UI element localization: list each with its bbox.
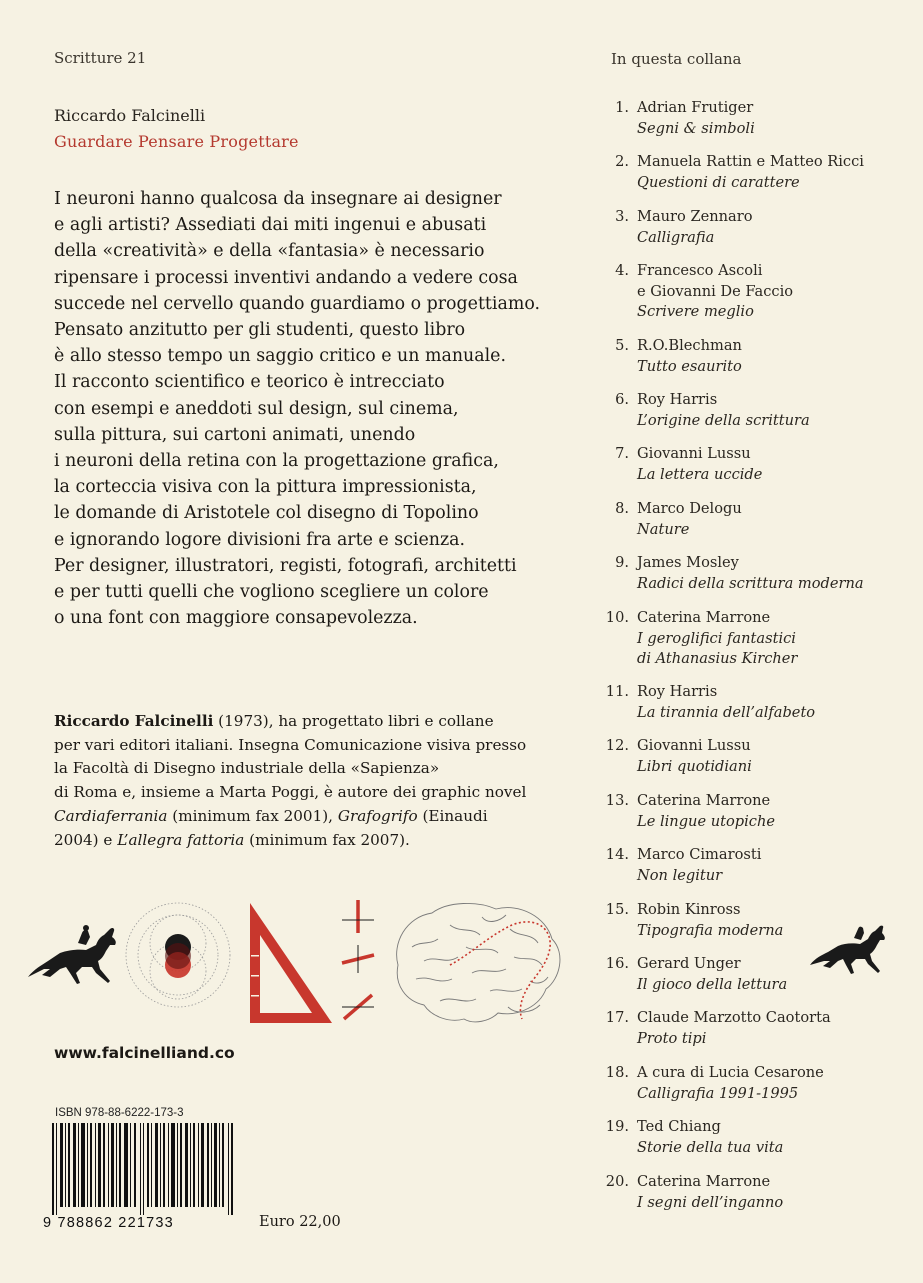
- horse-icon: [28, 925, 116, 984]
- item-title: Storie della tua vita: [637, 1138, 784, 1156]
- website-link[interactable]: www.falcinelliand.co: [54, 1044, 235, 1062]
- item-author: e Giovanni De Faccio: [637, 282, 794, 300]
- item-author: Roy Harris: [637, 391, 718, 408]
- item-title: Questioni di carattere: [637, 173, 800, 191]
- item-author: Marco Delogu: [637, 500, 742, 517]
- item-title: Tutto esaurito: [637, 357, 742, 375]
- item-author: Gerard Unger: [637, 955, 741, 972]
- item-author: James Mosley: [637, 554, 739, 571]
- bio-work-title: L’allegra fattoria: [117, 830, 245, 849]
- bio-line: la Facoltà di Disegno industriale della «Sapienza»: [54, 759, 440, 778]
- blurb-line: le domande di Aristotele col disegno di Topolino: [54, 503, 479, 524]
- item-title: Le lingue utopiche: [637, 812, 775, 830]
- blurb-line: la corteccia visiva con la pittura impressionista,: [54, 477, 477, 498]
- blurb-line: i neuroni della retina con la progettazione grafica,: [54, 451, 499, 472]
- cross-marks: [342, 900, 374, 1019]
- blurb-line: o una font con maggiore consapevolezza.: [54, 608, 418, 629]
- bio-line: Riccardo Falcinelli (1973), ha progettato libri e collane: [54, 712, 494, 730]
- item-title: Nature: [637, 520, 690, 538]
- item-author: Caterina Marrone: [637, 792, 771, 809]
- item-author: R.O.Blechman: [637, 337, 742, 354]
- bio-work-title: Cardiaferrania: [54, 806, 168, 825]
- item-title: Segni & simboli: [637, 119, 755, 137]
- bio-line: 2004) e L’allegra fattoria (minimum fax 2007).: [54, 830, 410, 849]
- item-title: I segni dell’inganno: [637, 1193, 784, 1211]
- blurb-text: [54, 186, 554, 631]
- isbn-label: ISBN 978-88-6222-173-3: [55, 1107, 184, 1119]
- item-title: I geroglifici fantastici: [637, 629, 796, 647]
- item-title: di Athanasius Kircher: [637, 650, 798, 667]
- book-title: Guardare Pensare Progettare: [54, 132, 299, 151]
- blurb-line: I neuroni hanno qualcosa da insegnare ai designer: [54, 189, 502, 209]
- item-title: Radici della scrittura moderna: [637, 574, 864, 592]
- item-title: Proto tipi: [637, 1029, 707, 1047]
- series-label: Scritture 21: [54, 49, 147, 67]
- item-title: Non legitur: [637, 866, 723, 884]
- item-author: Manuela Rattin e Matteo Ricci: [637, 153, 864, 170]
- item-author: Marco Cimarosti: [637, 846, 762, 863]
- bio-line: di Roma e, insieme a Marta Poggi, è autore dei graphic novel: [54, 783, 527, 802]
- blurb-line: e agli artisti? Assediati dai miti ingenui e abusati: [54, 215, 487, 236]
- bio-author-name: Riccardo Falcinelli: [54, 712, 214, 730]
- item-author: Adrian Frutiger: [637, 99, 754, 116]
- collection-heading: In questa collana: [611, 50, 742, 68]
- item-author: Robin Kinross: [637, 901, 741, 918]
- item-author: Claude Marzotto Caotorta: [637, 1009, 831, 1026]
- item-author: Caterina Marrone: [637, 1173, 771, 1190]
- item-title: L’origine della scrittura: [637, 411, 810, 429]
- item-title: La lettera uccide: [637, 465, 763, 483]
- item-title: Tipografia moderna: [637, 921, 784, 939]
- brain-icon: [397, 903, 560, 1021]
- blurb-line: della «creatività» e della «fantasia» è necessario: [54, 241, 485, 262]
- item-author: A cura di Lucia Cesarone: [637, 1064, 824, 1081]
- horse-icon: [808, 925, 890, 987]
- item-title: La tirannia dell’alfabeto: [637, 703, 816, 721]
- blurb-line: Per designer, illustratori, registi, fotografi, architetti: [54, 555, 517, 576]
- item-author: Mauro Zennaro: [637, 208, 753, 225]
- bio-line: per vari editori italiani. Insegna Comunicazione visiva presso: [54, 735, 527, 754]
- item-title: Calligrafia: [637, 228, 715, 246]
- item-author: Caterina Marrone: [637, 609, 771, 626]
- item-title: Libri quotidiani: [637, 757, 752, 775]
- blurb-line: sulla pittura, sui cartoni animati, unendo: [54, 424, 416, 445]
- bio-work-title: Grafogrifo: [337, 806, 418, 825]
- item-title: Calligrafia 1991-1995: [637, 1084, 799, 1102]
- item-title: Scrivere meglio: [637, 303, 754, 320]
- blurb-line: succede nel cervello quando guardiamo o progettiamo.: [54, 293, 541, 314]
- item-author: Giovanni Lussu: [637, 737, 751, 754]
- author-bio: [54, 710, 574, 852]
- bio-line: Cardiaferrania (minimum fax 2001), Grafogrifo (Einaudi: [54, 806, 488, 825]
- blurb-line: ripensare i processi inventivi andando a vedere cosa: [54, 267, 518, 288]
- item-author: Roy Harris: [637, 683, 718, 700]
- barcode: [52, 1123, 236, 1215]
- blurb-line: Il racconto scientifico e teorico è intrecciato: [54, 372, 445, 393]
- author-name: Riccardo Falcinelli: [54, 106, 206, 125]
- item-author: Giovanni Lussu: [637, 445, 751, 462]
- price-label: Euro 22,00: [259, 1214, 341, 1230]
- blurb-line: Pensato anzitutto per gli studenti, questo libro: [54, 320, 466, 341]
- blurb-line: con esempi e aneddoti sul design, sul cinema,: [54, 398, 459, 419]
- cover-illustration: [20, 895, 580, 1035]
- item-title: Il gioco della lettura: [637, 975, 788, 993]
- blurb-line: e ignorando logore divisioni fra arte e scienza.: [54, 529, 466, 550]
- item-author: Ted Chiang: [637, 1118, 721, 1135]
- barcode-digits: 9 788862 221733: [43, 1215, 174, 1231]
- set-square-icon: [250, 903, 332, 1023]
- blurb-line: è allo stesso tempo un saggio critico e un manuale.: [54, 346, 506, 367]
- blurb-line: e per tutti quelli che vogliono scegliere un colore: [54, 582, 489, 603]
- item-author: Francesco Ascoli: [637, 262, 763, 279]
